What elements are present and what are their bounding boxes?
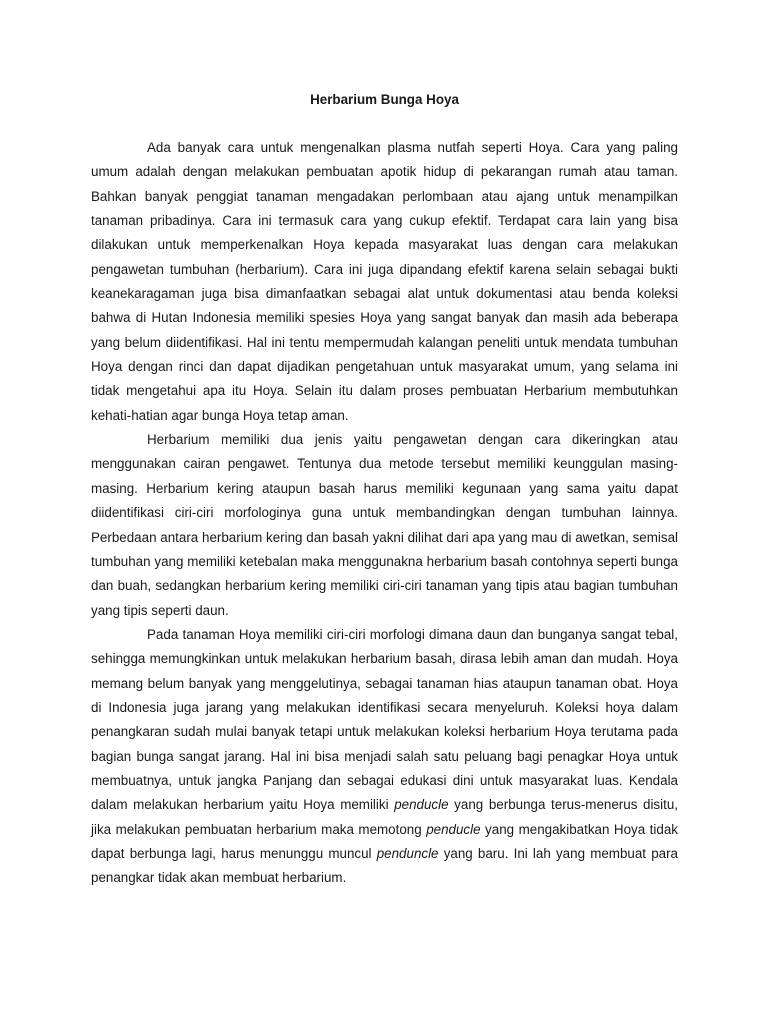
italic-term-penduncle: penduncle [376,845,439,861]
paragraph-3 [91,623,678,891]
document-title: Herbarium Bunga Hoya [310,92,459,107]
paragraph-1: Ada banyak cara untuk mengenalkan plasma nutfah seperti Hoya. Cara yang paling umum adalah dengan melakukan pembuatan apotik hidup di pekarangan rumah atau taman. Bahkan banyak penggiat tanaman mengadakan perlombaan atau ajang untuk menampilkan tanaman pribadinya. Cara ini termasuk cara yang cukup efektif. Terdapat cara lain yang bisa dilakukan untuk memperkenalkan Hoya kepada masyarakat luas dengan cara melakukan pengawetan tumbuhan (herbarium). Cara ini juga dipandang efektif karena selain sebagai bukti keanekaragaman juga bisa dimanfaatkan sebagai alat untuk dokumentasi atau benda koleksi bahwa di Hutan Indonesia memiliki spesies Hoya yang sangat banyak dan masih ada beberapa yang belum diidentifikasi. Hal ini tentu mempermudah kalangan peneliti untuk mendata tumbuhan Hoya dengan rinci dan dapat dijadikan pengetahuan untuk masyarakat umum, yang selama ini tidak mengetahui apa itu Hoya. Selain itu dalam proses pembuatan Herbarium membutuhkan kehati-hatian agar bunga Hoya tetap aman. [91,140,678,423]
italic-term-penducle: penducle [426,821,481,837]
paragraph-2: Herbarium memiliki dua jenis yaitu pengawetan dengan cara dikeringkan atau menggunakan cairan pengawet. Tentunya dua metode tersebut memiliki keunggulan masing-masing. Herbarium kering ataupun basah harus memiliki kegunaan yang sama yaitu dapat diidentifikasi ciri-ciri morfologinya guna untuk membandingkan dengan tumbuhan lainnya. Perbedaan antara herbarium kering dan basah yakni dilihat dari apa yang mau di awetkan, semisal tumbuhan yang memiliki ketebalan maka menggunakna herbarium basah contohnya seperti bunga dan buah, sedangkan herbarium kering memiliki ciri-ciri tanaman yang tipis atau bagian tumbuhan yang tipis seperti daun. [91,432,678,618]
paragraph-3-text-4: yang baru. Ini lah yang membuat para penangkar tidak akan membuat herbarium. [91,845,678,886]
italic-term-penducle: penducle [394,797,449,813]
document-body [91,90,678,891]
paragraph-3-text-2: yang berbunga terus-menerus disitu, jika melakukan pembuatan herbarium maka memotong [91,797,678,837]
paragraph-3-text-3: yang mengakibatkan Hoya tidak dapat berbunga lagi, harus menunggu muncul [91,821,678,861]
paragraph-3-text-1: Pada tanaman Hoya memiliki ciri-ciri morfologi dimana daun dan bunganya sangat tebal, sehingga memungkinkan untuk melakukan herbarium basah, dirasa lebih aman dan mudah. Hoya memang belum banyak yang menggelutinya, sebagai tanaman hias ataupun tanaman obat. Hoya di Indonesia juga jarang yang melakukan identifikasi secara menyeluruh. Koleksi hoya dalam penangkaran sudah mulai banyak tetapi untuk melakukan koleksi herbarium Hoya terutama pada bagian bunga sangat jarang. Hal ini bisa menjadi salah satu peluang bagi penagkar Hoya untuk membuatnya, untuk jangka Panjang dan sebagai edukasi dini untuk masyarakat luas. Kendala dalam melakukan herbarium yaitu Hoya memiliki [91,626,678,813]
